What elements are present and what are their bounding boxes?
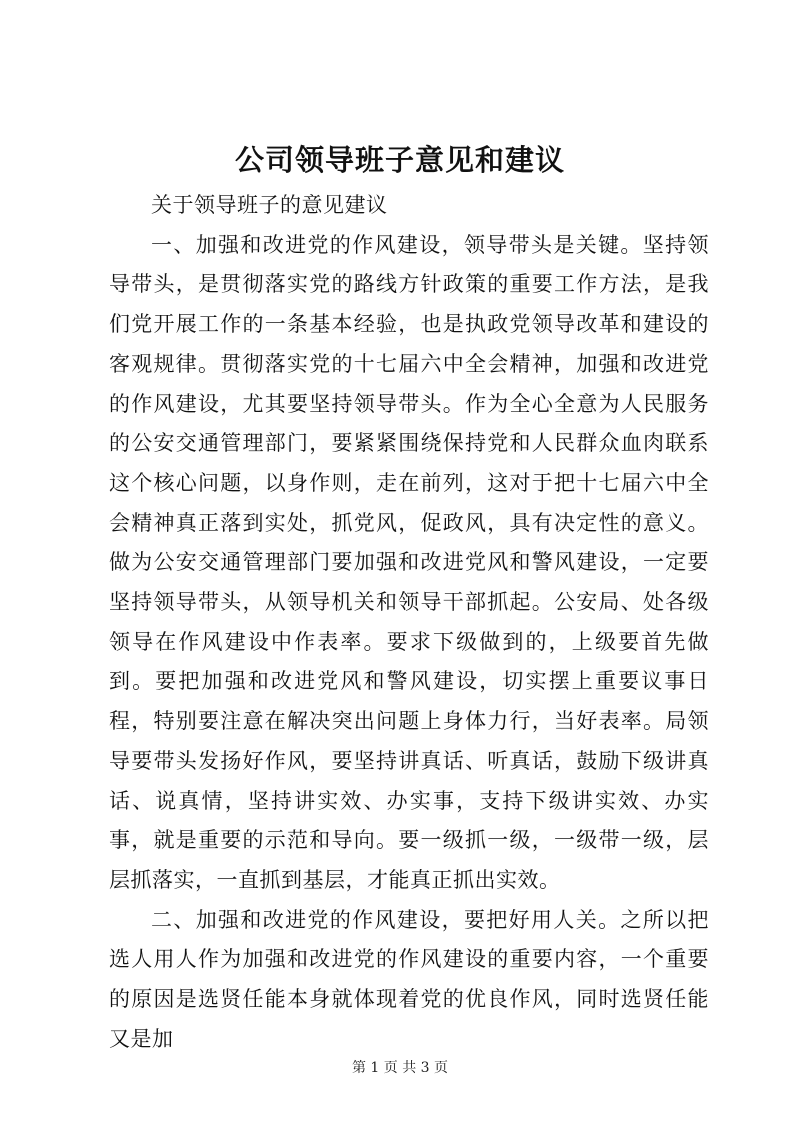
- body-paragraph-2: 二、加强和改进党的作风建设，要把好用人关。之所以把选人用人作为加强和改进党的作风建设的重要内容，一个重要的原因是选贤任能本身就体现着党的优良作风，同时选贤任能又是加: [109, 907, 709, 1051]
- subtitle-paragraph: 关于领导班子的意见建议: [151, 193, 388, 217]
- page-footer: 第 1 页 共 3 页: [351, 1060, 449, 1076]
- body-paragraph-1: 一、加强和改进党的作风建设，领导带头是关键。坚持领导带头，是贯彻落实党的路线方针政策的重要工作方法，是我们党开展工作的一条基本经验，也是执政党领导改革和建设的客观规律。贯彻落实党的十七届六中全会精神，加强和改进党的作风建设，尤其要坚持领导带头。作为全心全意为人民服务的公安交通管理部门，要紧紧围绕保持党和人民群众血肉联系这个核心问题，以身作则，走在前列，这对于把十七届六中全会精神真正落到实处，抓党风，促政风，具有决定性的意义。做为公安交通管理部门要加强和改进党风和警风建设，一定要坚持领导带头，从领导机关和领导干部抓起。公安局、处各级领导在作风建设中作表率。要求下级做到的，上级要首先做到。要把加强和改进党风和警风建设，切实摆上重要议事日程，特别要注意在解决突出问题上身体力行，当好表率。局领导要带头发扬好作风，要坚持讲真话、听真话，鼓励下级讲真话、说真情，坚持讲实效、办实事，支持下级讲实效、办实事，就是重要的示范和导向。要一级抓一级，一级带一级，层层抓落实，一直抓到基层，才能真正抓出实效。: [109, 232, 709, 892]
- document-title: 公司领导班子意见和建议: [234, 143, 565, 177]
- document-body: [109, 186, 709, 1059]
